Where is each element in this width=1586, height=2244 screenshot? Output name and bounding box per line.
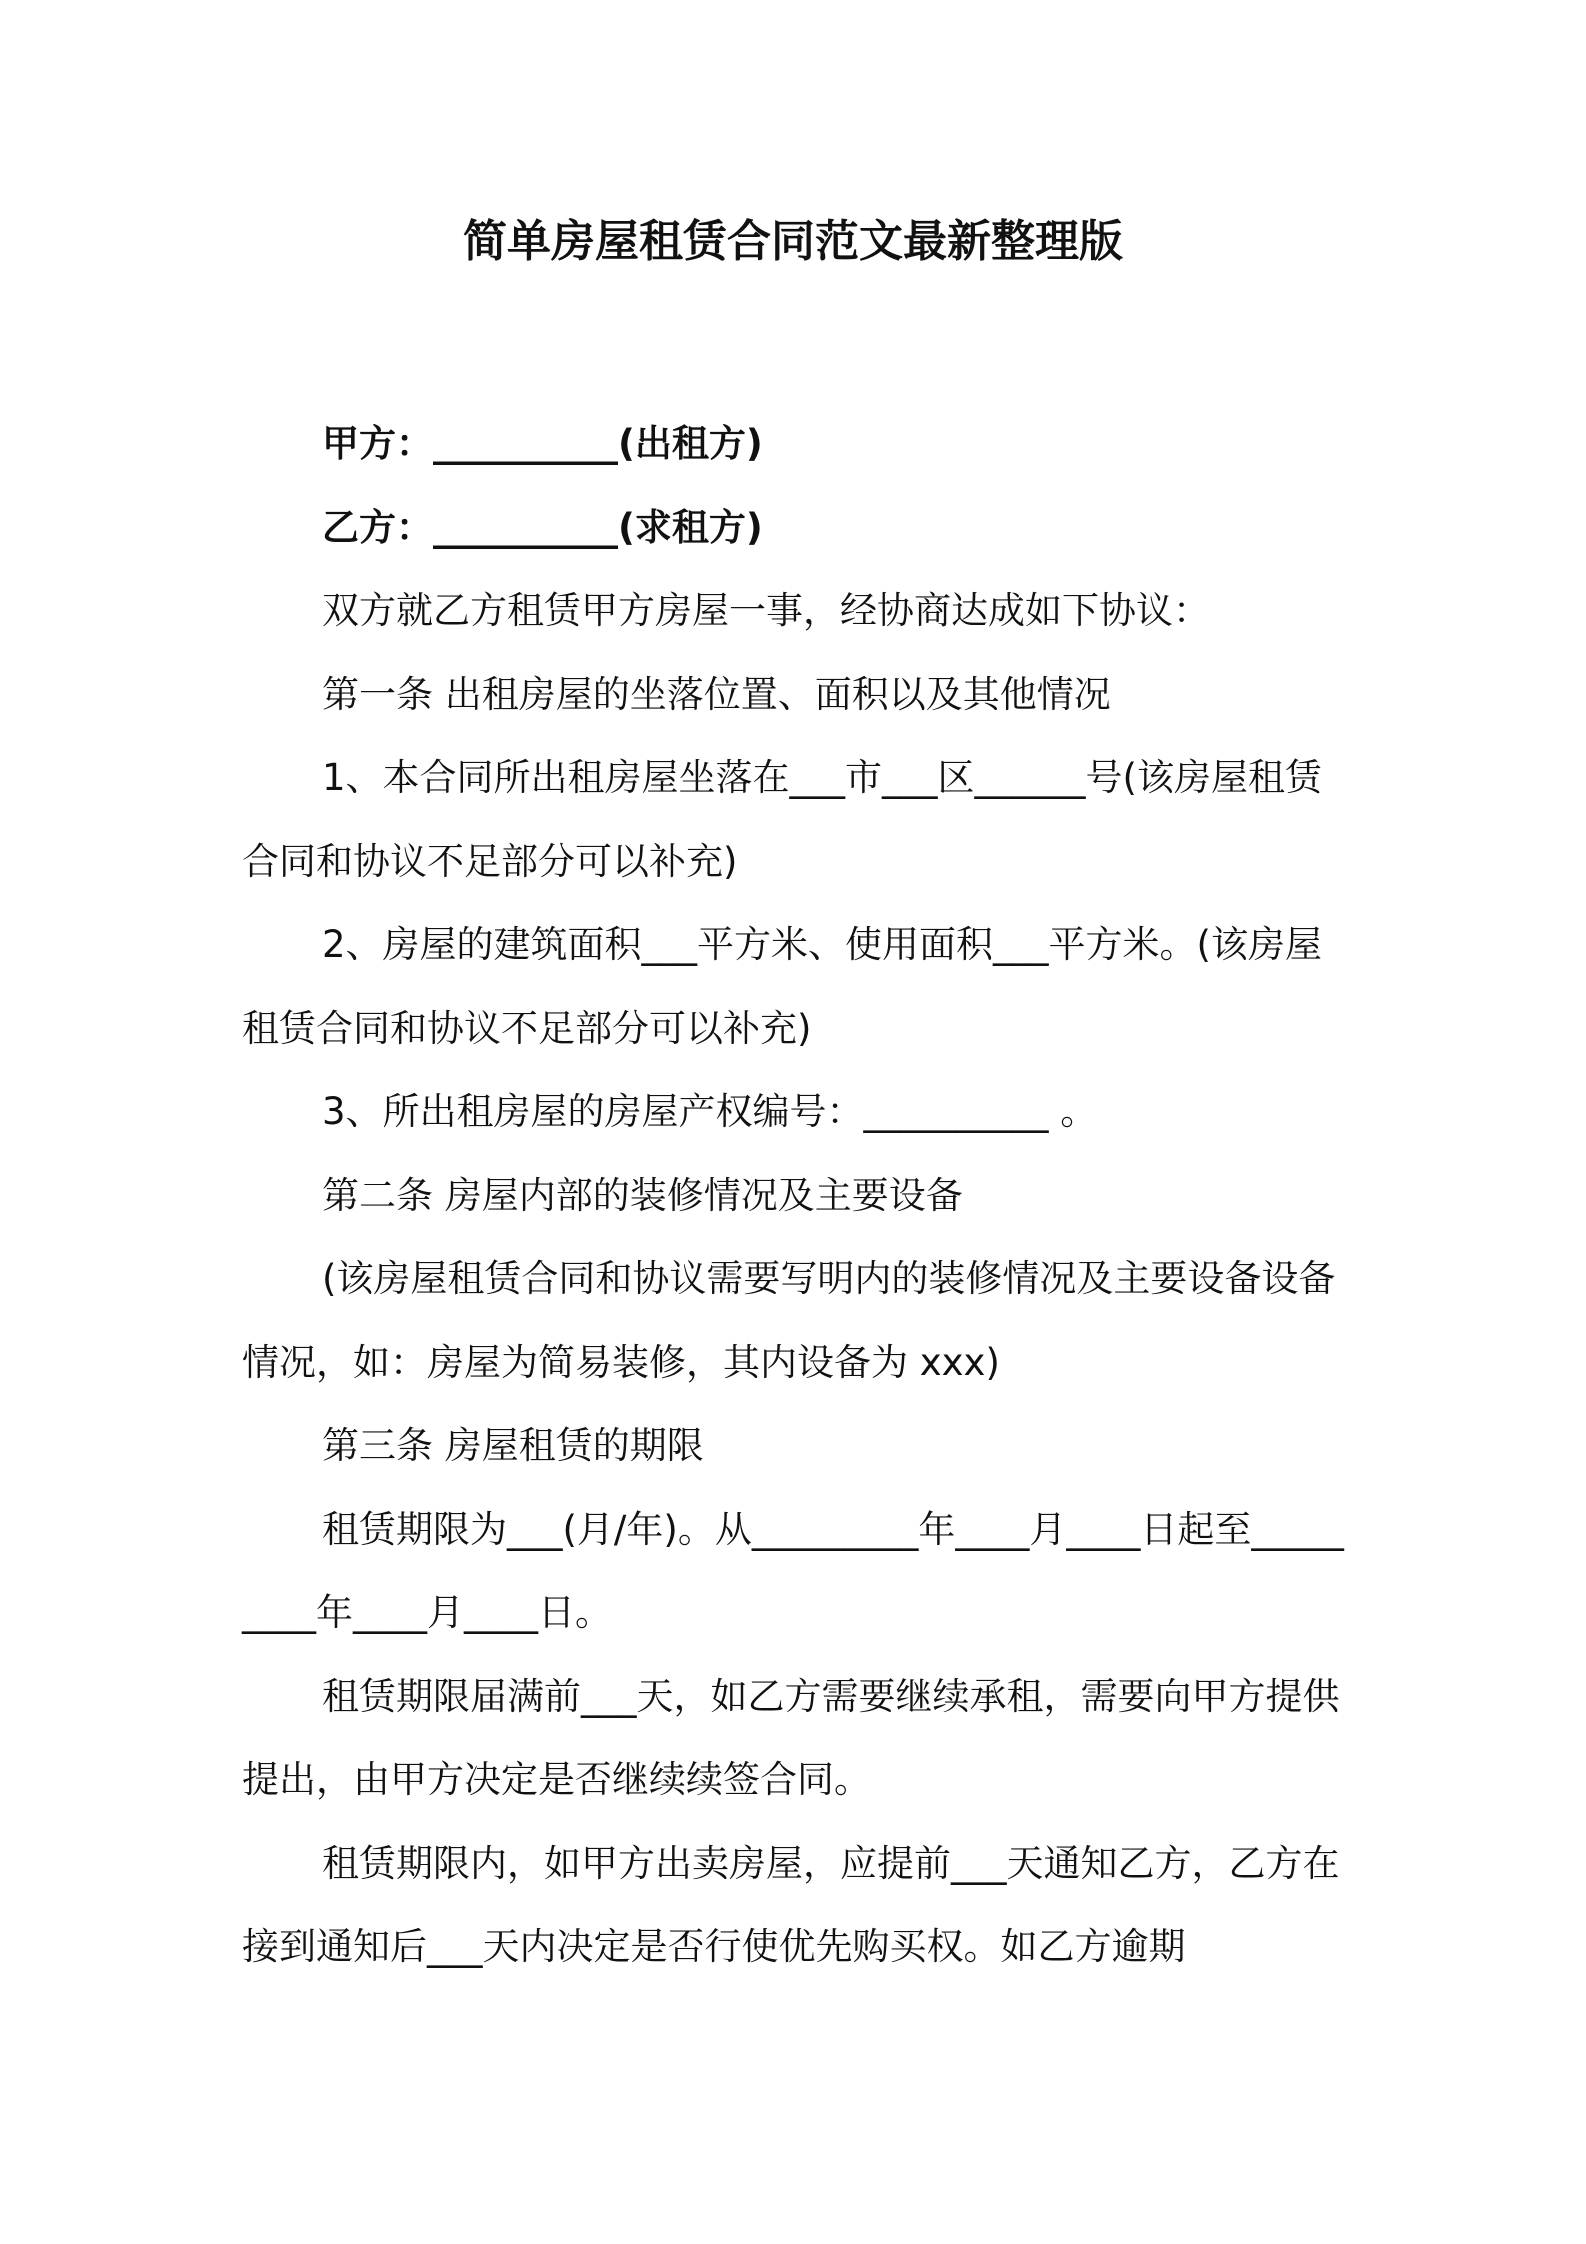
- party-b-line: 乙方：__________(求租方): [322, 505, 763, 549]
- document-title: 简单房屋租赁合同范文最新整理版: [463, 216, 1123, 267]
- clause-1-2: 2、房屋的建筑面积___平方米、使用面积___平方米。(该房屋租赁合同和协议不足部分可以补充): [242, 923, 1322, 1050]
- clause-1-3: 3、所出租房屋的房屋产权编号：__________ 。: [322, 1090, 1098, 1133]
- clause-3-sale: 租赁期限内，如甲方出卖房屋，应提前___天通知乙方，乙方在接到通知后___天内决定是否行使优先购买权。如乙方逾期: [242, 1841, 1340, 1968]
- party-a-line: 甲方：__________(出租方): [322, 422, 763, 465]
- clause-2-note: (该房屋租赁合同和协议需要写明内的装修情况及主要设备设备情况，如：房屋为简易装修，其内设备为 xxx): [242, 1257, 1336, 1384]
- agreement-intro: 双方就乙方租赁甲方房屋一事，经协商达成如下协议：: [322, 589, 1210, 632]
- clause-3-term: 租赁期限为___(月/年)。从_________年____月____日起至_________年____月____日。: [242, 1507, 1344, 1634]
- article-3-heading: 第三条 房屋租赁的期限: [322, 1424, 704, 1467]
- clause-3-renewal: 租赁期限届满前___天，如乙方需要继续承租，需要向甲方提供提出，由甲方决定是否继续续签合同。: [242, 1674, 1340, 1801]
- article-2-heading: 第二条 房屋内部的装修情况及主要设备: [322, 1173, 963, 1217]
- document-body: [242, 402, 1352, 1989]
- article-1-heading: 第一条 出租房屋的坐落位置、面积以及其他情况: [322, 672, 1111, 716]
- clause-1-1: 1、本合同所出租房屋坐落在___市___区______号(该房屋租赁合同和协议不足部分可以补充): [242, 756, 1322, 883]
